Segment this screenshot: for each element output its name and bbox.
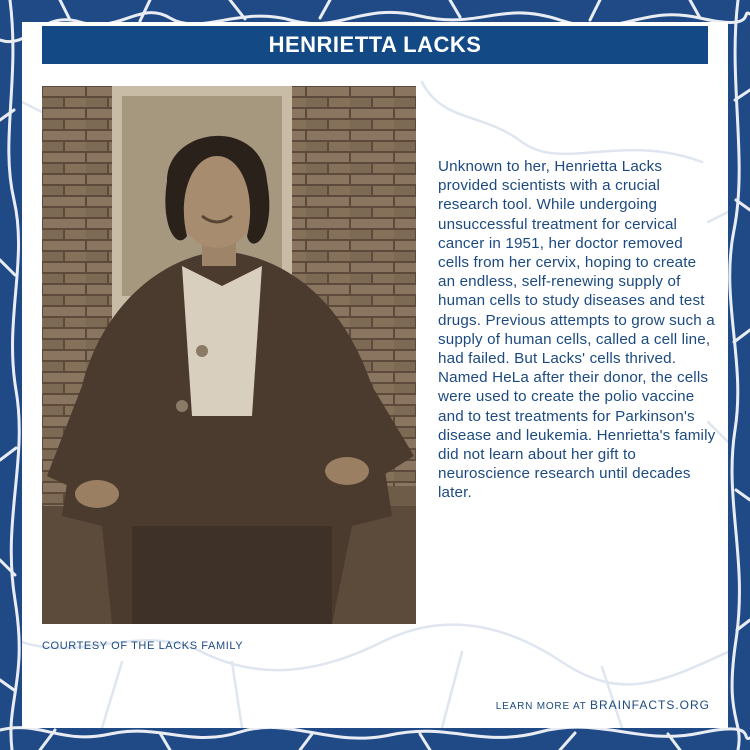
learn-more-footer[interactable] — [496, 698, 710, 712]
article-body: Unknown to her, Henrietta Lacks provided scientists with a crucial research tool. While undergoing unsuccessful treatment for cervical cancer in 1951, her doctor removed cells from her cervix, hoping to create an endless, self-renewing supply of human cells to study diseases and test drugs. Previous attempts to grow such a supply of human cells, called a cell line, had failed. But Lacks' cells thrived. Named HeLa after their donor, the cells were used to create the polio vaccine and to test treatments for Parkinson's disease and leukemia. Henrietta's family did not learn about her gift to neuroscience research until decades later. — [438, 158, 716, 502]
brainfacts-link[interactable]: BRAINFACTS.ORG — [589, 698, 710, 712]
portrait-illustration — [42, 86, 416, 624]
photo-credit: COURTESY OF THE LACKS FAMILY — [42, 640, 244, 652]
learn-more-prefix: LEARN MORE AT — [495, 701, 590, 712]
portrait-photo — [42, 86, 416, 624]
title-banner — [42, 26, 708, 64]
page-title: HENRIETTA LACKS — [268, 32, 482, 57]
info-card — [22, 22, 728, 728]
